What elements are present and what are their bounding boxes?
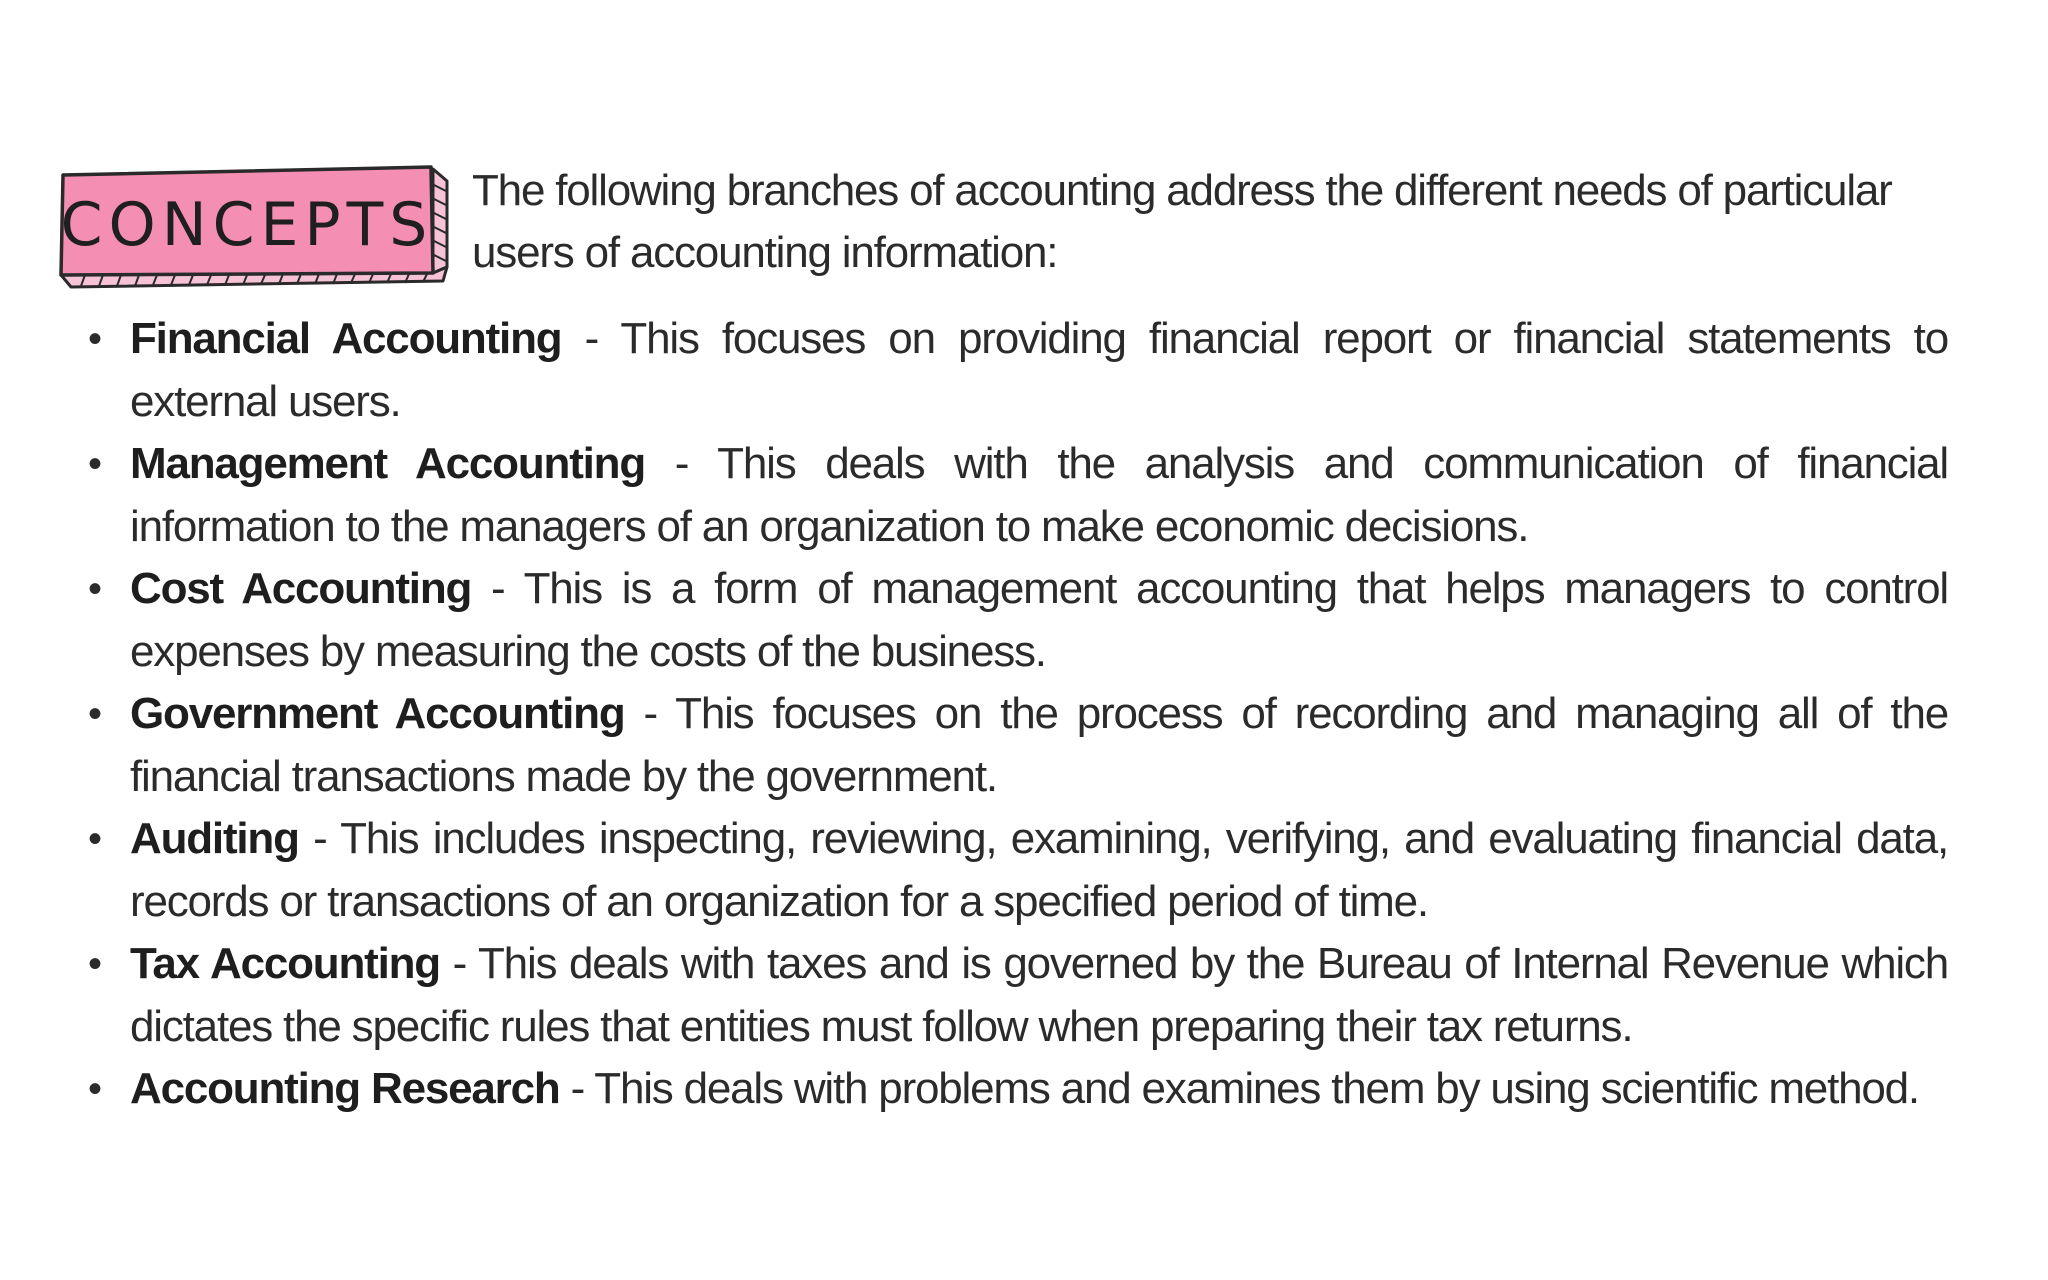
list-item <box>80 933 1948 1058</box>
list-item <box>80 683 1948 808</box>
term-separator: - <box>471 564 524 613</box>
list-item <box>80 808 1948 933</box>
term-separator: - <box>645 439 718 488</box>
bullet-icon: • <box>88 817 101 861</box>
list-item <box>80 433 1948 558</box>
term-separator: - <box>624 689 676 738</box>
branch-description: This focuses on the process of recording and managing all of the financial transactions made by the government. <box>130 689 1948 801</box>
bullet-icon: • <box>88 942 101 986</box>
branch-term: Auditing <box>130 814 299 863</box>
branch-description: This is a form of management accounting that helps managers to control expenses by measuring the costs of the business. <box>130 564 1948 676</box>
term-separator: - <box>439 939 478 988</box>
bullet-icon: • <box>88 442 101 486</box>
branch-description: This deals with taxes and is governed by the Bureau of Internal Revenue which dictates the specific rules that entities must follow when preparing their tax returns. <box>130 939 1948 1051</box>
branch-term: Financial Accounting <box>130 314 562 363</box>
bullet-icon: • <box>88 317 101 361</box>
concepts-badge <box>55 163 455 295</box>
branch-term: Tax Accounting <box>130 939 440 988</box>
concepts-badge-label: CONCEPTS <box>60 190 434 260</box>
intro-paragraph: The following branches of accounting address the different needs of particular users of accounting information: <box>472 166 1892 277</box>
bullet-icon: • <box>88 692 101 736</box>
branch-term: Accounting Research <box>130 1064 560 1113</box>
branch-description: This deals with problems and examines them by using scientific method. <box>594 1064 1919 1113</box>
branch-description: This deals with the analysis and communication of financial information to the managers of an organization to make economic decisions. <box>130 439 1948 551</box>
list-item <box>80 308 1948 433</box>
branches-list <box>80 308 1948 1121</box>
term-separator: - <box>559 1064 595 1113</box>
branch-term: Management Accounting <box>130 439 646 488</box>
term-separator: - <box>561 314 621 363</box>
branch-description: This includes inspecting, reviewing, examining, verifying, and evaluating financial data, records or transactions of an organization for a specified period of time. <box>130 814 1948 926</box>
branch-term: Government Accounting <box>130 689 625 738</box>
bullet-icon: • <box>88 567 101 611</box>
list-item <box>80 1058 1948 1121</box>
term-separator: - <box>298 814 341 863</box>
bullet-icon: • <box>88 1067 101 1111</box>
concepts-badge-graphic <box>55 163 455 295</box>
list-item <box>80 558 1948 683</box>
branch-term: Cost Accounting <box>130 564 472 613</box>
branch-description: This focuses on providing financial report or financial statements to external users. <box>130 314 1948 426</box>
